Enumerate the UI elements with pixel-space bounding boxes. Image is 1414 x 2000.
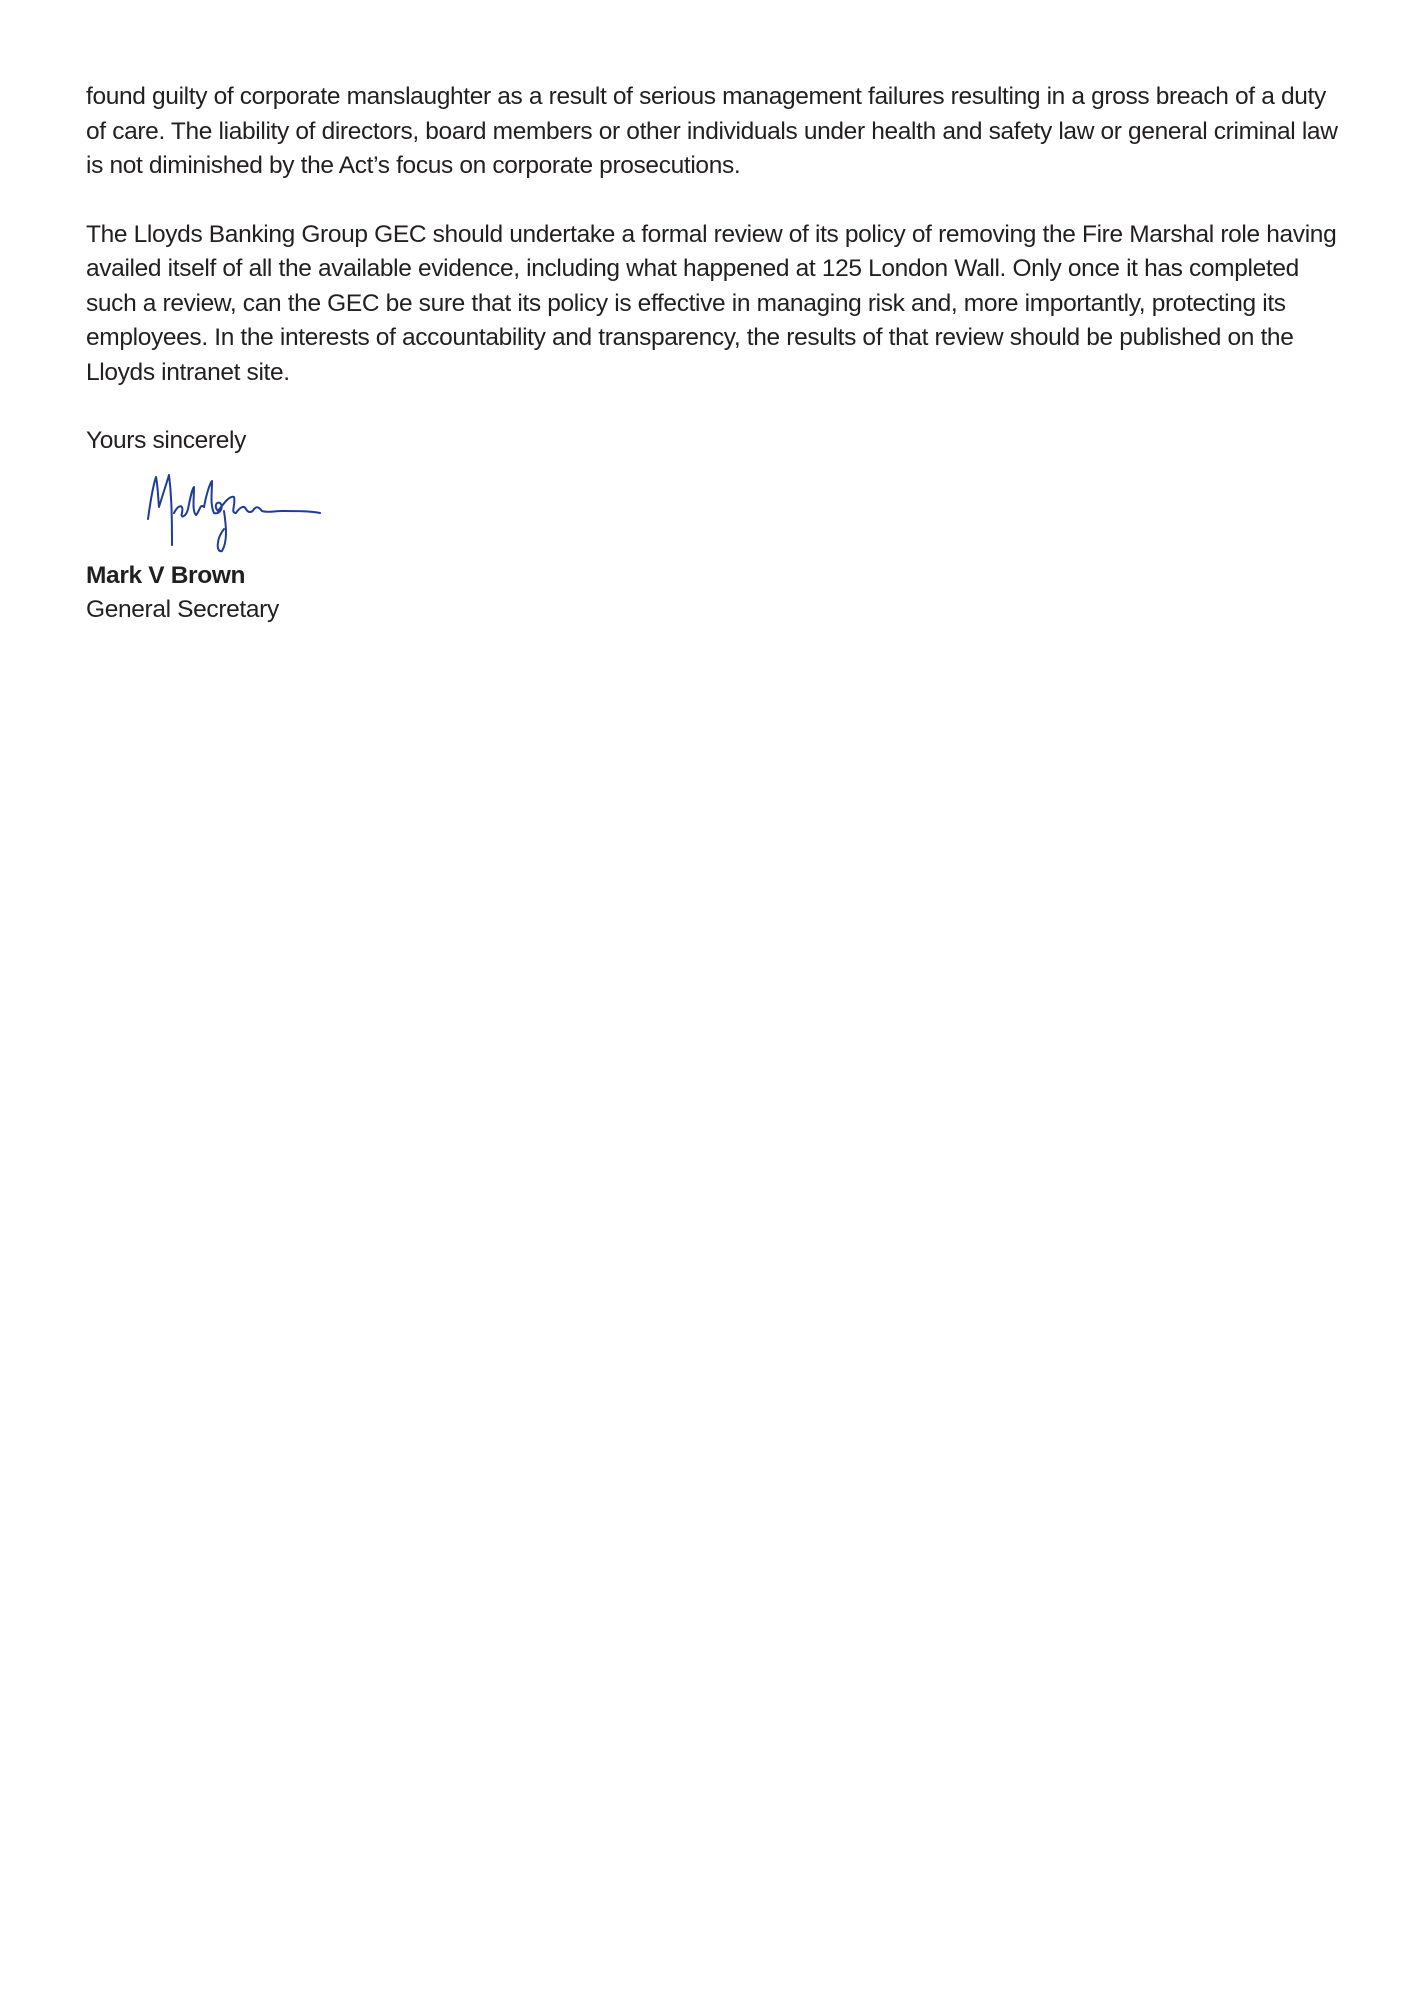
signature-stroke-loop (218, 511, 226, 551)
handwritten-signature (140, 465, 324, 557)
paragraph-review-recommendation: The Lloyds Banking Group GEC should undertake a formal review of its policy of removing the Fire Marshal role having availed itself of all the available evidence, including what happened at 125 London Wall. Only once it has completed such a review, can the GEC be sure that its policy is effective in managing risk and, more importantly, protecting its employees. In the interests of accountability and transparency, the results of that review should be published on the Lloyds intranet site. (86, 220, 1337, 386)
paragraph-liability: found guilty of corporate manslaughter as a result of serious management failures resulting in a gross breach of a duty of care. The liability of directors, board members or other individuals under health and safety law or general criminal law is not diminished by the Act’s focus on corporate prosecutions. (86, 83, 1338, 179)
signatory-title: General Secretary (86, 596, 279, 623)
closing-salutation: Yours sincerely (86, 427, 246, 454)
signature-stroke-ark (174, 487, 204, 516)
signature-stroke-rown (218, 496, 320, 512)
letter-body (86, 80, 1346, 628)
signature-stroke-m (148, 475, 172, 545)
signatory-name: Mark V Brown (86, 561, 246, 589)
